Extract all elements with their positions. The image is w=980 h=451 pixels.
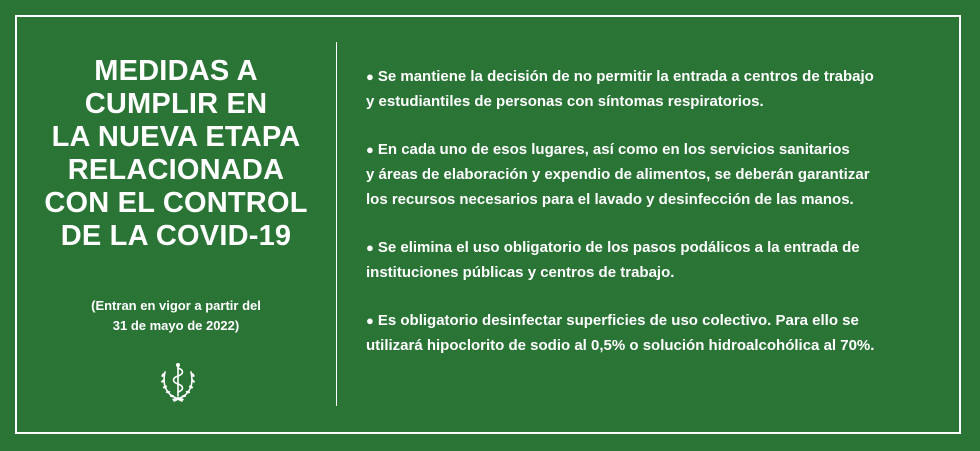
title-line: LA NUEVA ETAPA [51, 121, 301, 153]
measure-item [366, 64, 946, 114]
title-line: RELACIONADA [67, 154, 285, 186]
measures-list [366, 64, 946, 358]
title-line: CON EL CONTROL [44, 187, 308, 219]
subtitle-line: 31 de mayo de 2022) [112, 318, 240, 333]
measure-item [366, 137, 946, 212]
measure-line: utilizará hipoclorito de sodio al 0,5% o solución hidroalcohólica al 70%. [366, 337, 875, 354]
measure-item [366, 308, 946, 358]
title-line: CUMPLIR EN [84, 88, 268, 120]
measure-item [366, 235, 946, 285]
measure-line: ● En cada uno de esos lugares, así como en los servicios sanitarios [366, 141, 850, 158]
measure-line: los recursos necesarios para el lavado y desinfección de las manos. [366, 191, 854, 208]
vertical-divider [336, 42, 337, 406]
caduceus-laurel-emblem-icon [158, 360, 198, 404]
title-line: MEDIDAS A [94, 55, 258, 87]
subtitle-line: (Entran en vigor a partir del [91, 298, 261, 313]
measure-line: y estudiantiles de personas con síntomas respiratorios. [366, 93, 764, 110]
effective-date-note [17, 296, 335, 336]
bullet-icon: ● [366, 240, 374, 255]
title-panel [17, 17, 335, 432]
measure-line: ● Es obligatorio desinfectar superficies de uso colectivo. Para ello se [366, 312, 859, 329]
title-line: DE LA COVID-19 [60, 220, 292, 252]
page-title [17, 55, 335, 253]
bullet-icon: ● [366, 142, 374, 157]
measure-line: ● Se mantiene la decisión de no permitir la entrada a centros de trabajo [366, 68, 874, 85]
measure-line: instituciones públicas y centros de trabajo. [366, 264, 675, 281]
measure-line: ● Se elimina el uso obligatorio de los pasos podálicos a la entrada de [366, 239, 860, 256]
measure-line: y áreas de elaboración y expendio de alimentos, se deberán garantizar [366, 166, 870, 183]
bullet-icon: ● [366, 313, 374, 328]
bullet-icon: ● [366, 69, 374, 84]
